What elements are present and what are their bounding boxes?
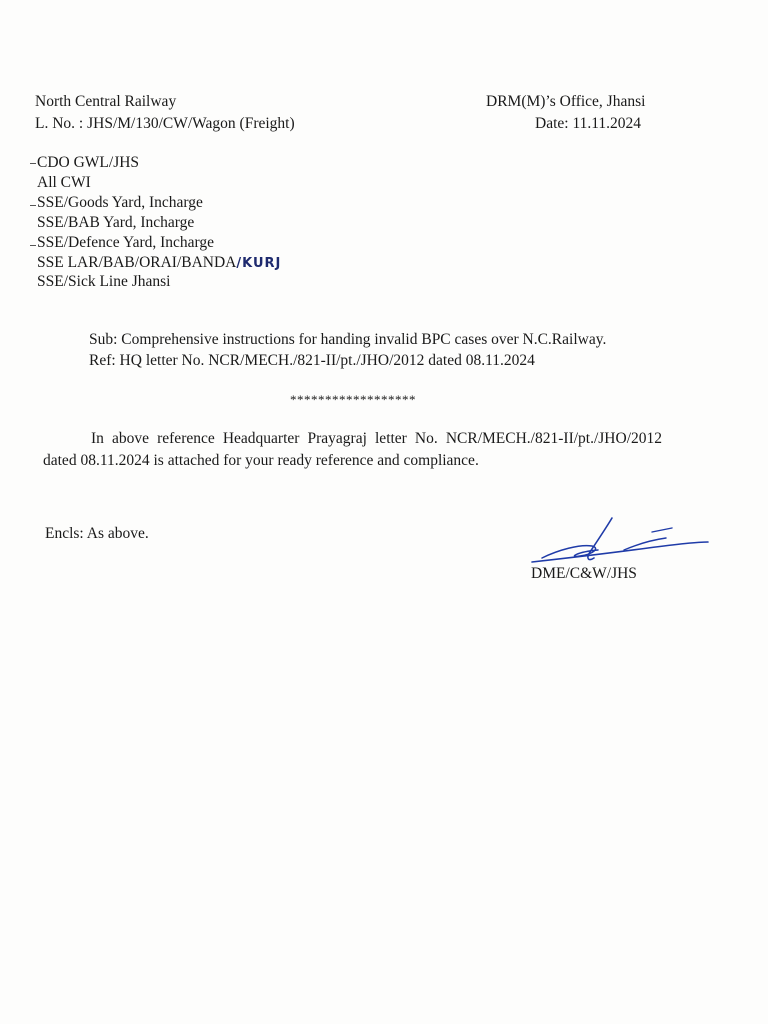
letter-date: Date: 11.11.2024 xyxy=(535,115,642,132)
organization-name: North Central Railway xyxy=(35,93,177,110)
letter-number: L. No. : JHS/M/130/CW/Wagon (Freight) xyxy=(35,115,295,132)
addressee-text: SSE LAR/BAB/ORAI/BANDA xyxy=(37,254,237,271)
addressee-line xyxy=(37,253,281,274)
addressee-line: SSE/Goods Yard, Incharge xyxy=(37,194,203,211)
signatory-designation: DME/C&W/JHS xyxy=(531,565,637,582)
addressee-line: SSE/BAB Yard, Incharge xyxy=(37,214,195,231)
handwritten-addition: /KURJ xyxy=(236,256,282,271)
margin-tick-mark xyxy=(30,163,36,164)
enclosure-note: Encls: As above. xyxy=(45,525,149,542)
addressee-line: SSE/Defence Yard, Incharge xyxy=(37,234,215,251)
margin-tick-mark xyxy=(30,245,36,246)
body-paragraph: In above reference Headquarter Prayagraj letter No. NCR/MECH./821-II/pt./JHO/2012 dated 08.11.2024 is attached for your ready reference and compliance. xyxy=(43,430,662,469)
addressee-line: SSE/Sick Line Jhansi xyxy=(37,273,171,290)
margin-tick-mark xyxy=(30,205,36,206)
separator-stars: ****************** xyxy=(290,392,416,407)
addressee-line: All CWI xyxy=(37,174,91,191)
reference-line: Ref: HQ letter No. NCR/MECH./821-II/pt./JHO/2012 dated 08.11.2024 xyxy=(89,352,535,369)
office-name: DRM(M)’s Office, Jhansi xyxy=(486,93,646,110)
subject-line: Sub: Comprehensive instructions for handing invalid BPC cases over N.C.Railway. xyxy=(89,331,607,348)
addressee-line: CDO GWL/JHS xyxy=(37,154,140,171)
